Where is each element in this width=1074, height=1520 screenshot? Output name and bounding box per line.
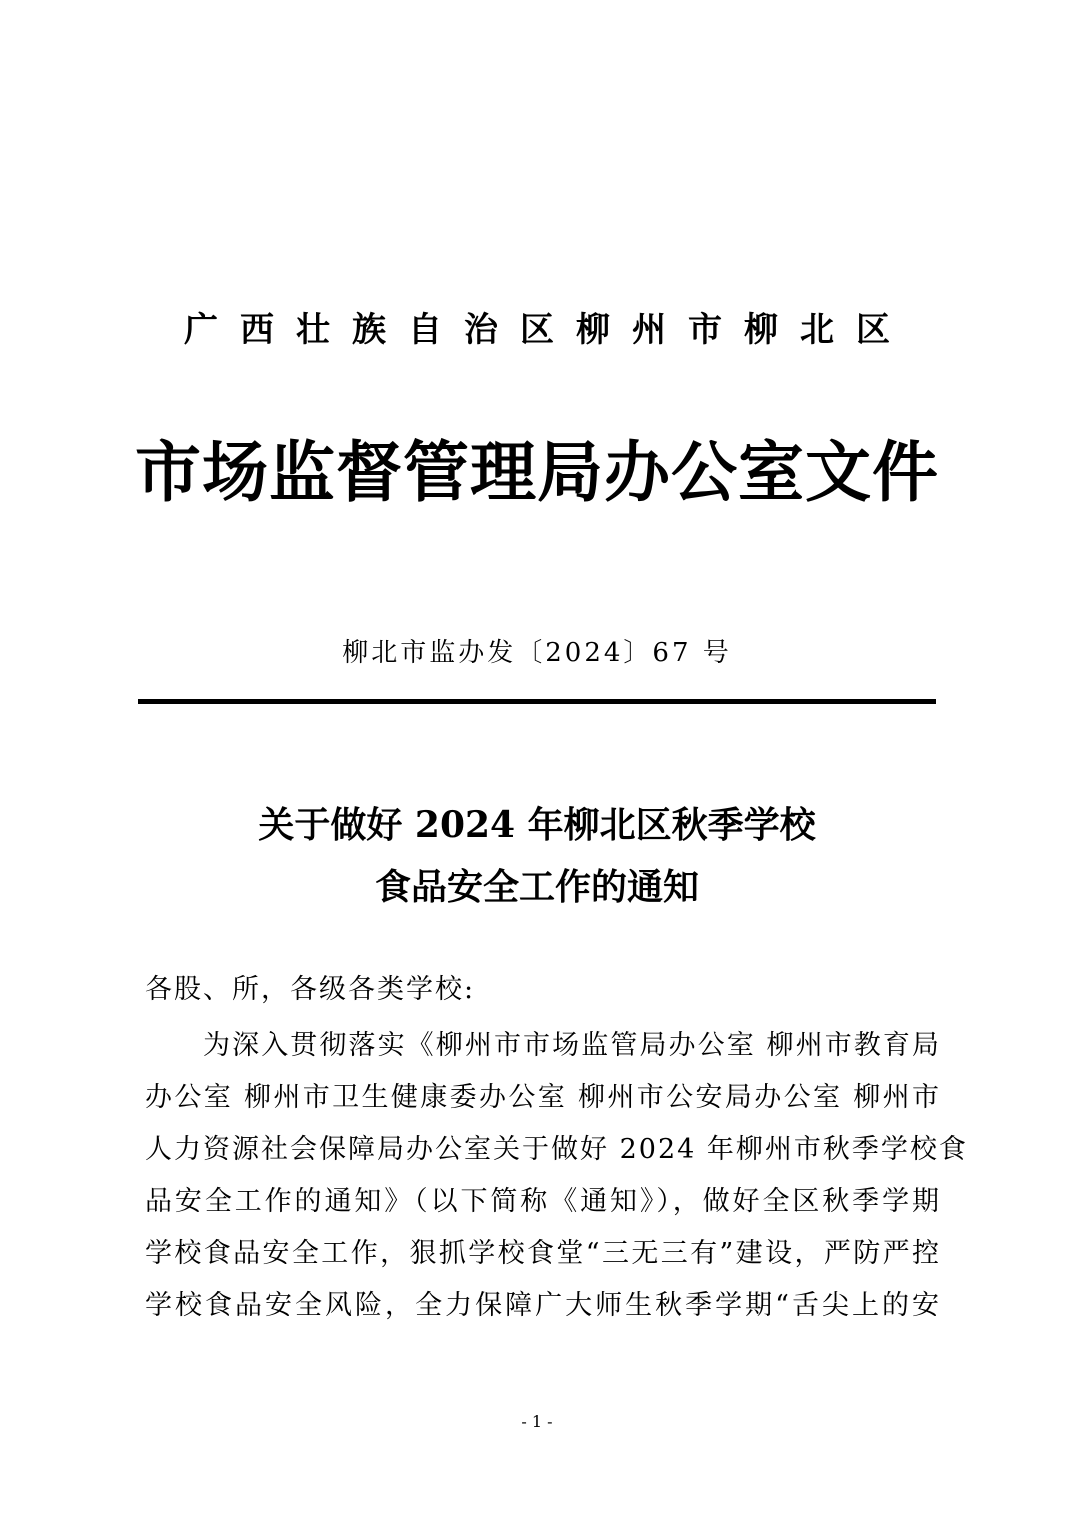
body-line: 人力资源社会保障局办公室关于做好 2024 年柳州市秋季学校食 — [145, 1134, 968, 1165]
issuer-line-2: 市场监督管理局办公室文件 — [135, 433, 939, 511]
document-title-line-2: 食品安全工作的通知 — [374, 866, 699, 908]
body-line: 学校食品安全工作，狠抓学校食堂“三无三有”建设，严防严控 — [145, 1238, 941, 1269]
body-line: 品安全工作的通知》（以下简称《通知》），做好全区秋季学期 — [145, 1186, 941, 1217]
body-paragraph — [145, 1020, 968, 1332]
body-line: 办公室 柳州市卫生健康委办公室 柳州市公安局办公室 柳州市 — [145, 1082, 941, 1113]
document-title — [0, 794, 1074, 918]
issuer-line-1: 广西壮族自治区柳州市柳北区 — [184, 310, 912, 350]
document-title-line-1: 关于做好 2024 年柳北区秋季学校 — [258, 804, 816, 846]
body-line: 为深入贯彻落实《柳州市市场监管局办公室 柳州市教育局 — [203, 1030, 941, 1061]
document-number: 柳北市监办发〔2024〕67 号 — [342, 638, 732, 668]
body-line: 学校食品安全风险，全力保障广大师生秋季学期“舌尖上的安 — [145, 1290, 941, 1321]
salutation: 各股、所，各级各类学校: — [145, 974, 476, 1005]
header-divider — [138, 699, 936, 704]
page-number: - 1 - — [521, 1412, 553, 1431]
